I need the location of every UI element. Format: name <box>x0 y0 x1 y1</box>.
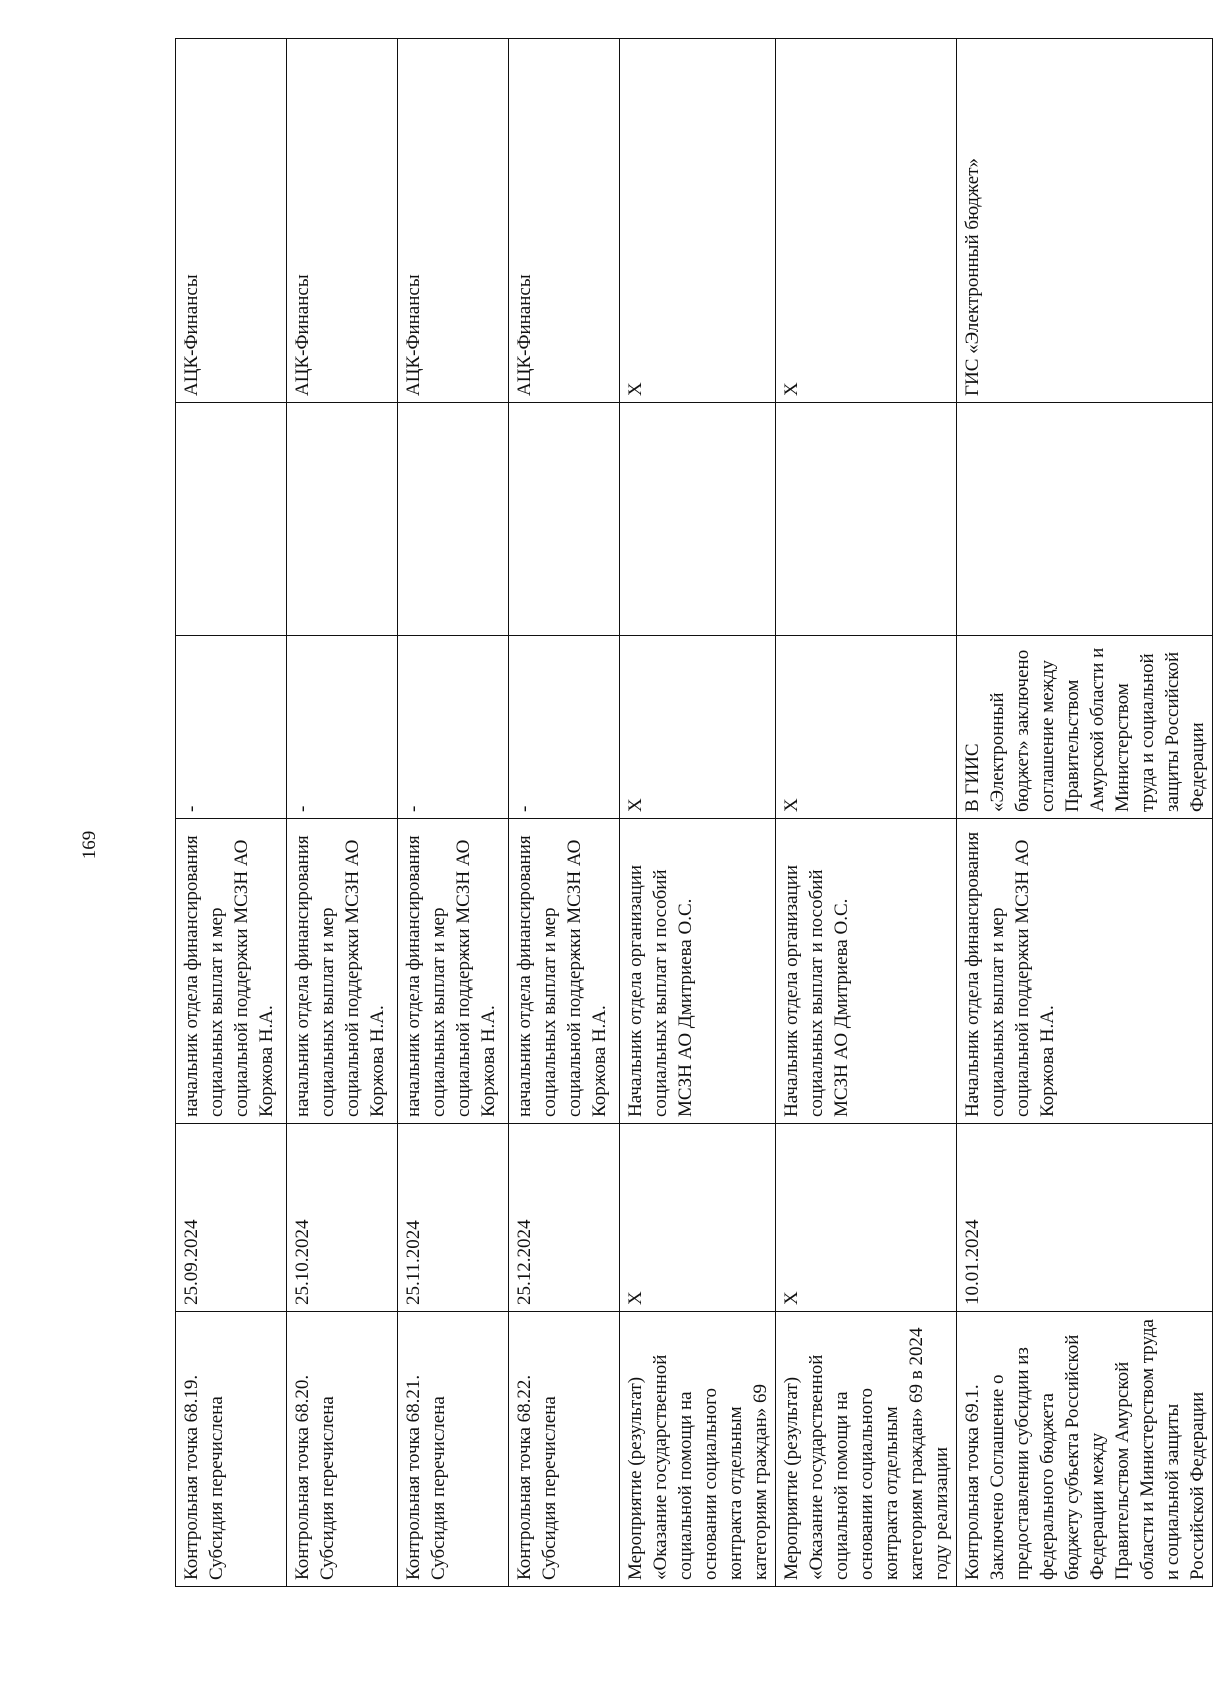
table-row <box>176 39 287 1587</box>
cell-document: - <box>287 636 398 819</box>
cell-responsible: Начальник отдела организации социальных выплат и пособий МСЗН АО Дмитриева О.С. <box>620 819 776 1124</box>
cell-system: АЦК-Финансы <box>509 39 620 403</box>
cell-document: - <box>176 636 287 819</box>
cell-characteristic <box>398 403 509 636</box>
cell-document: X <box>776 636 957 819</box>
cell-event: Контрольная точка 68.21. Субсидия перечислена <box>398 1312 509 1587</box>
cell-responsible: начальник отдела финансирования социальных выплат и мер социальной поддержки МСЗН АО Коржова Н.А. <box>287 819 398 1124</box>
cell-event: Контрольная точка 69.1. Заключено Соглашение о предоставлении субсидии из федерального бюджета бюджету субъекта Российской Федерации между Правительством Амурской области и Министерством труда и социальной защиты Российской Федерации <box>957 1312 1213 1587</box>
table-row <box>957 39 1213 1587</box>
cell-characteristic <box>176 403 287 636</box>
cell-event: Контрольная точка 68.22. Субсидия перечислена <box>509 1312 620 1587</box>
cell-event: Контрольная точка 68.20. Субсидия перечислена <box>287 1312 398 1587</box>
cell-system: ГИС «Электронный бюджет» <box>957 39 1213 403</box>
cell-responsible: начальник отдела финансирования социальных выплат и мер социальной поддержки МСЗН АО Коржова Н.А. <box>509 819 620 1124</box>
cell-date: X <box>620 1124 776 1312</box>
cell-date: X <box>776 1124 957 1312</box>
cell-system: X <box>620 39 776 403</box>
cell-system: АЦК-Финансы <box>176 39 287 403</box>
cell-system: АЦК-Финансы <box>398 39 509 403</box>
cell-document: В ГИИС «Электронный бюджет» заключено соглашение между Правительством Амурской области и Министерством труда и социальной защиты Российской Федерации <box>957 636 1213 819</box>
cell-characteristic <box>957 403 1213 636</box>
cell-characteristic <box>509 403 620 636</box>
table-row <box>620 39 776 1587</box>
cell-date: 25.12.2024 <box>509 1124 620 1312</box>
cell-date: 25.10.2024 <box>287 1124 398 1312</box>
table-row <box>776 39 957 1587</box>
cell-document: X <box>620 636 776 819</box>
cell-responsible: начальник отдела финансирования социальных выплат и мер социальной поддержки МСЗН АО Коржова Н.А. <box>398 819 509 1124</box>
cell-date: 10.01.2024 <box>957 1124 1213 1312</box>
table-row <box>398 39 509 1587</box>
cell-responsible: Начальник отдела организации социальных выплат и пособий МСЗН АО Дмитриева О.С. <box>776 819 957 1124</box>
table-row <box>509 39 620 1587</box>
cell-date: 25.11.2024 <box>398 1124 509 1312</box>
cell-characteristic <box>776 403 957 636</box>
cell-characteristic <box>620 403 776 636</box>
cell-event: Мероприятие (результат) «Оказание государственной социальной помощи на основании социального контракта отдельным категориям граждан» 69 в 2024 году реализации <box>776 1312 957 1587</box>
cell-system: АЦК-Финансы <box>287 39 398 403</box>
table-row <box>287 39 398 1587</box>
page-number: 169 <box>79 830 100 860</box>
plan-table <box>175 38 1213 1587</box>
cell-responsible: Начальник отдела финансирования социальных выплат и мер социальной поддержки МСЗН АО Коржова Н.А. <box>957 819 1213 1124</box>
cell-date: 25.09.2024 <box>176 1124 287 1312</box>
cell-event: Контрольная точка 68.19. Субсидия перечислена <box>176 1312 287 1587</box>
cell-document: - <box>509 636 620 819</box>
cell-document: - <box>398 636 509 819</box>
cell-system: X <box>776 39 957 403</box>
cell-responsible: начальник отдела финансирования социальных выплат и мер социальной поддержки МСЗН АО Коржова Н.А. <box>176 819 287 1124</box>
cell-event: Мероприятие (результат) «Оказание государственной социальной помощи на основании социального контракта отдельным категориям граждан» 69 <box>620 1312 776 1587</box>
rotated-table-container <box>175 117 1208 1587</box>
cell-characteristic <box>287 403 398 636</box>
